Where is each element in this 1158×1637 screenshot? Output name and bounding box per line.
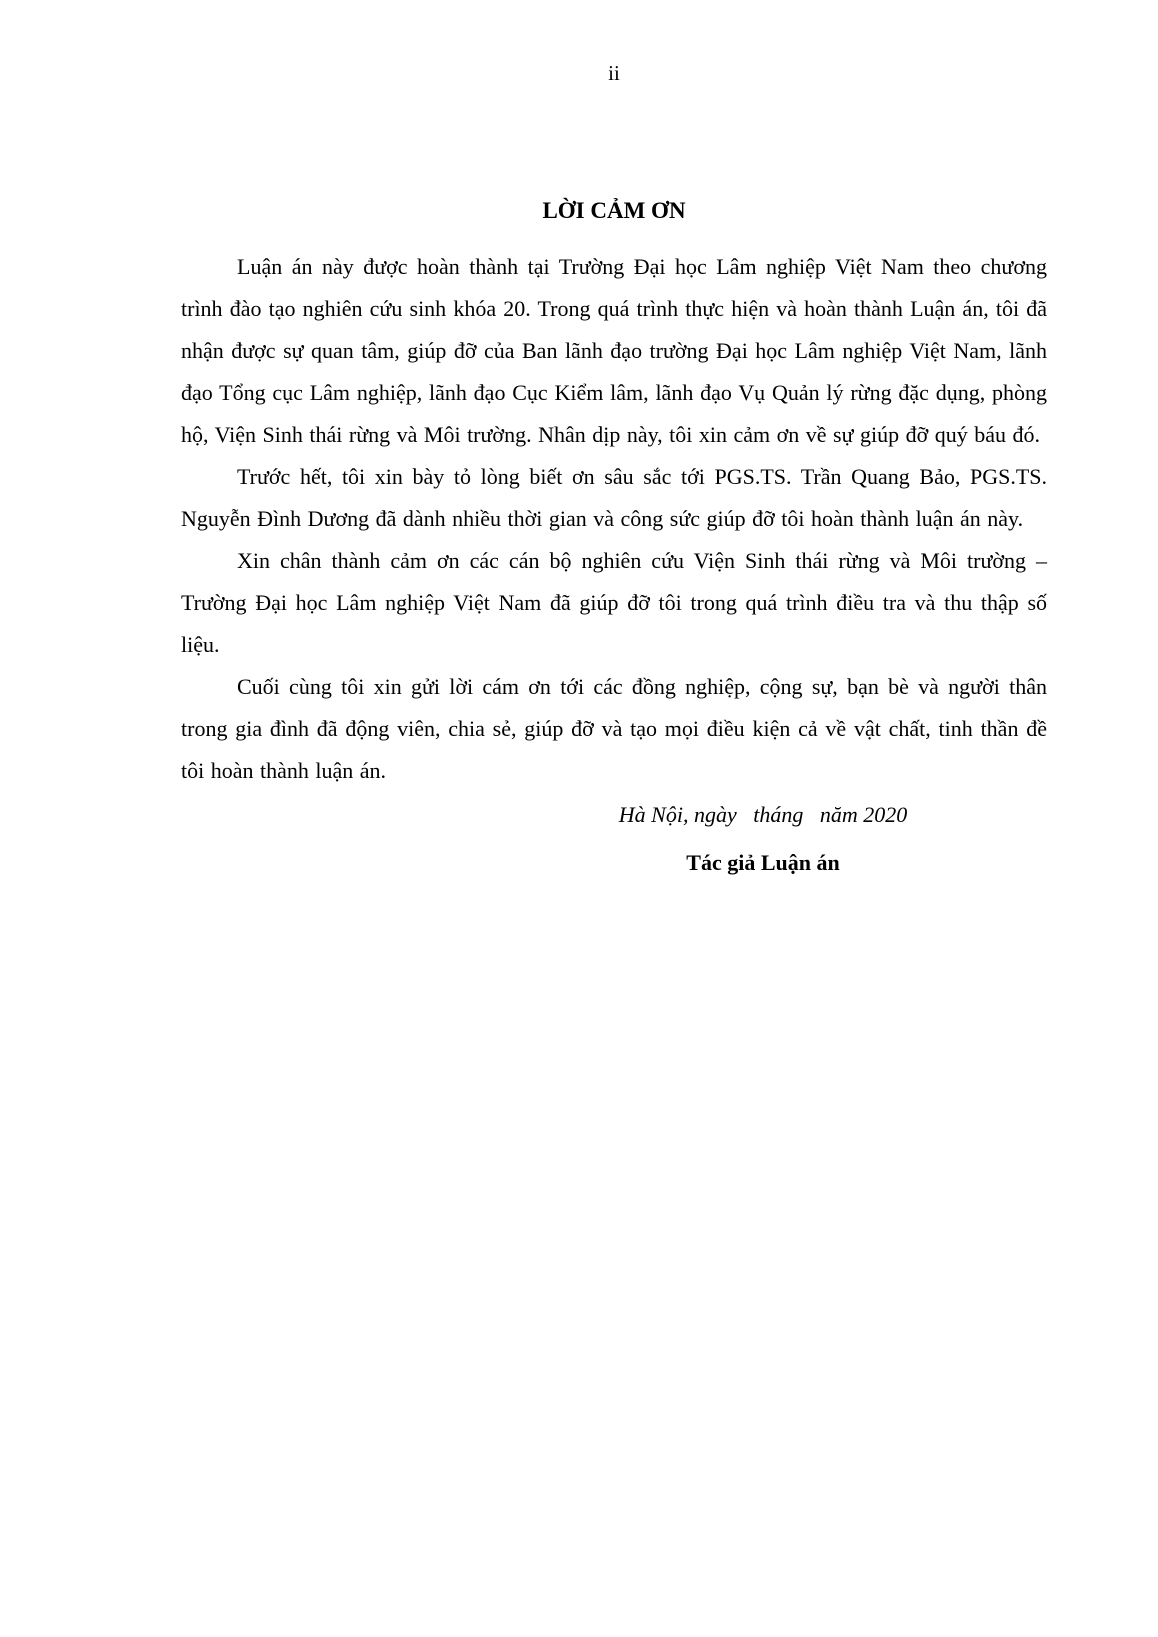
paragraph-acknowledgment-4: Cuối cùng tôi xin gửi lời cám ơn tới các đồng nghiệp, cộng sự, bạn bè và người thân trong gia đình đã động viên, chia sẻ, giúp đỡ và tạo mọi điều kiện cả về vật chất, tinh thần đề tôi hoàn thành luận án. <box>181 674 1047 783</box>
author-line: Tác giả Luận án <box>686 850 840 875</box>
paragraph-acknowledgment-2: Trước hết, tôi xin bày tỏ lòng biết ơn sâu sắc tới PGS.TS. Trần Quang Bảo, PGS.TS. Nguyễn Đình Dương đã dành nhiều thời gian và công sức giúp đỡ tôi hoàn thành luận án này. <box>181 464 1047 531</box>
page-title: LỜI CẢM ƠN <box>542 198 686 223</box>
page-number: ii <box>608 61 620 85</box>
place-date-line: Hà Nội, ngày tháng năm 2020 <box>618 802 908 827</box>
paragraph-acknowledgment-1: Luận án này được hoàn thành tại Trường Đại học Lâm nghiệp Việt Nam theo chương trình đào tạo nghiên cứu sinh khóa 20. Trong quá trình thực hiện và hoàn thành Luận án, tôi đã nhận được sự quan tâm, giúp đỡ của Ban lãnh đạo trường Đại học Lâm nghiệp Việt Nam, lãnh đạo Tổng cục Lâm nghiệp, lãnh đạo Cục Kiểm lâm, lãnh đạo Vụ Quản lý rừng đặc dụng, phòng hộ, Viện Sinh thái rừng và Môi trường. Nhân dịp này, tôi xin cảm ơn về sự giúp đỡ quý báu đó. <box>181 254 1047 447</box>
paragraph-acknowledgment-3: Xin chân thành cảm ơn các cán bộ nghiên cứu Viện Sinh thái rừng và Môi trường – Trường Đại học Lâm nghiệp Việt Nam đã giúp đỡ tôi trong quá trình điều tra và thu thập số liệu. <box>181 548 1047 657</box>
signature-block <box>481 794 1045 884</box>
